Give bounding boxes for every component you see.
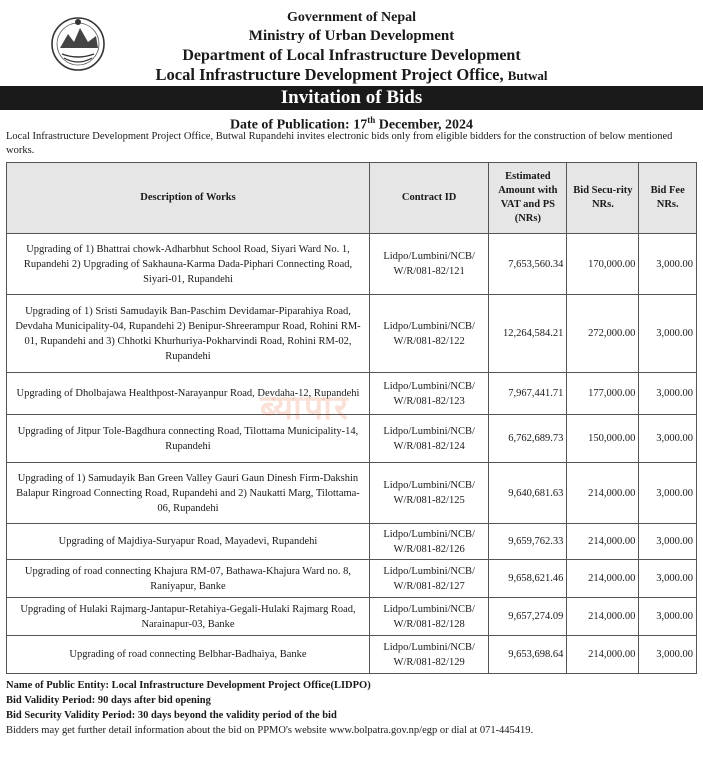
contract-id: Lidpo/Lumbini/NCB/ W/R/081-82/124 <box>369 415 488 463</box>
bid-security: 177,000.00 <box>567 373 639 415</box>
table-row <box>7 373 697 415</box>
work-description: Upgrading of Hulaki Rajmarg-Jantapur-Retahiya-Gegali-Hulaki Rajmarg Road, Narainapur-03, Banke <box>7 598 370 636</box>
bid-fee: 3,000.00 <box>639 560 697 598</box>
publication-date-ordinal: th <box>367 115 376 125</box>
contract-id: Lidpo/Lumbini/NCB/ W/R/081-82/122 <box>369 295 488 373</box>
bid-fee: 3,000.00 <box>639 524 697 560</box>
estimated-amount: 7,653,560.34 <box>489 234 567 295</box>
bid-security: 272,000.00 <box>567 295 639 373</box>
notice-title: Invitation of Bids <box>0 86 703 110</box>
table-row <box>7 463 697 524</box>
bid-security: 214,000.00 <box>567 560 639 598</box>
bid-fee: 3,000.00 <box>639 463 697 524</box>
work-description: Upgrading of Majdiya-Suryapur Road, Mayadevi, Rupandehi <box>7 524 370 560</box>
publication-date <box>6 110 697 133</box>
header-bid-fee: Bid Fee NRs. <box>639 163 697 234</box>
table-row <box>7 415 697 463</box>
bid-fee: 3,000.00 <box>639 415 697 463</box>
publication-date-prefix: Date of Publication: 17 <box>229 117 368 133</box>
header-description: Description of Works <box>7 163 370 234</box>
header-contract-id: Contract ID <box>369 163 488 234</box>
table-row <box>7 295 697 373</box>
header-office-location: Butwal <box>507 68 548 83</box>
contract-id: Lidpo/Lumbini/NCB/ W/R/081-82/126 <box>369 524 488 560</box>
contract-id: Lidpo/Lumbini/NCB/ W/R/081-82/121 <box>369 234 488 295</box>
header-government: Government of Nepal <box>286 10 417 25</box>
further-info-line: Bidders may get further detail information about the bid on PPMO's website www.bolpatra.gov.np/egp or dial at 071-445419. <box>6 725 534 736</box>
work-description: Upgrading of road connecting Khajura RM-07, Bathawa-Khajura Ward no. 8, Raniyapur, Banke <box>7 560 370 598</box>
work-description: Upgrading of Dholbajawa Healthpost-Narayanpur Road, Devdaha-12, Rupandehi <box>7 373 370 415</box>
intro-paragraph: Local Infrastructure Development Project Office, Butwal Rupandehi invites electronic bids only from eligible bidders for the construction of below mentioned works. <box>6 131 673 156</box>
bid-security: 170,000.00 <box>567 234 639 295</box>
work-description: Upgrading of 1) Bhattrai chowk-Adharbhut School Road, Siyari Ward No. 1, Rupandehi 2) Upgrading of Sakhauna-Karma Dada-Piphari Connecting Road, Siyari-01, Rupandehi <box>7 234 370 295</box>
work-description: Upgrading of Jitpur Tole-Bagdhura connecting Road, Tilottama Municipality-14, Rupandehi <box>7 415 370 463</box>
bid-fee: 3,000.00 <box>639 598 697 636</box>
bid-fee: 3,000.00 <box>639 636 697 674</box>
contract-id: Lidpo/Lumbini/NCB/ W/R/081-82/127 <box>369 560 488 598</box>
work-description: Upgrading of 1) Samudayik Ban Green Valley Gauri Gaun Dinesh Firm-Dakshin Balapur Ringroad Connecting Road, Rupandehi and 2) Naukatti Marg, Tilottama-06, Rupandehi <box>7 463 370 524</box>
header-bid-security: Bid Secu-rity NRs. <box>567 163 639 234</box>
table-row <box>7 598 697 636</box>
header-ministry: Ministry of Urban Development <box>248 28 455 44</box>
bid-validity-line: Bid Validity Period: 90 days after bid opening <box>6 695 211 706</box>
public-entity-line: Name of Public Entity: Local Infrastructure Development Project Office(LIDPO) <box>6 680 371 691</box>
publication-date-rest: December, 2024 <box>375 117 474 133</box>
contract-id: Lidpo/Lumbini/NCB/ W/R/081-82/128 <box>369 598 488 636</box>
contract-id: Lidpo/Lumbini/NCB/ W/R/081-82/129 <box>369 636 488 674</box>
work-description: Upgrading of road connecting Belbhar-Badhaiya, Banke <box>7 636 370 674</box>
header-department: Department of Local Infrastructure Development <box>182 47 521 64</box>
bid-security: 214,000.00 <box>567 598 639 636</box>
estimated-amount: 6,762,689.73 <box>489 415 567 463</box>
bids-table <box>6 162 697 674</box>
header-estimated-amount: Estimated Amount with VAT and PS (NRs) <box>489 163 567 234</box>
estimated-amount: 9,659,762.33 <box>489 524 567 560</box>
bid-security: 214,000.00 <box>567 636 639 674</box>
estimated-amount: 9,640,681.63 <box>489 463 567 524</box>
bid-fee: 3,000.00 <box>639 295 697 373</box>
bid-security: 214,000.00 <box>567 524 639 560</box>
notice-header <box>6 0 697 86</box>
table-row <box>7 234 697 295</box>
contract-id: Lidpo/Lumbini/NCB/ W/R/081-82/123 <box>369 373 488 415</box>
table-header-row <box>7 163 697 234</box>
bid-security-validity-line: Bid Security Validity Period: 30 days beyond the validity period of the bid <box>6 710 337 721</box>
estimated-amount: 9,658,621.46 <box>489 560 567 598</box>
estimated-amount: 7,967,441.71 <box>489 373 567 415</box>
table-row <box>7 636 697 674</box>
estimated-amount: 12,264,584.21 <box>489 295 567 373</box>
work-description: Upgrading of 1) Sristi Samudayik Ban-Paschim Devidamar-Piparahiya Road, Devdaha Municipality-04, Rupandehi 2) Benipur-Shreerampur Road, Rohini RM-01, Rupandehi and 3) Chhotki Khurhuriya-Pokharvindi Road, Rohini RM-02, Rupandehi <box>7 295 370 373</box>
table-row <box>7 560 697 598</box>
estimated-amount: 9,653,698.64 <box>489 636 567 674</box>
bid-fee: 3,000.00 <box>639 234 697 295</box>
estimated-amount: 9,657,274.09 <box>489 598 567 636</box>
bid-security: 214,000.00 <box>567 463 639 524</box>
bid-security: 150,000.00 <box>567 415 639 463</box>
header-office <box>6 65 697 85</box>
notice-footer <box>6 678 697 738</box>
contract-id: Lidpo/Lumbini/NCB/ W/R/081-82/125 <box>369 463 488 524</box>
bid-fee: 3,000.00 <box>639 373 697 415</box>
table-row <box>7 524 697 560</box>
watermark: ब्यापार <box>260 388 350 428</box>
header-office-name: Local Infrastructure Development Project Office, <box>155 65 504 84</box>
